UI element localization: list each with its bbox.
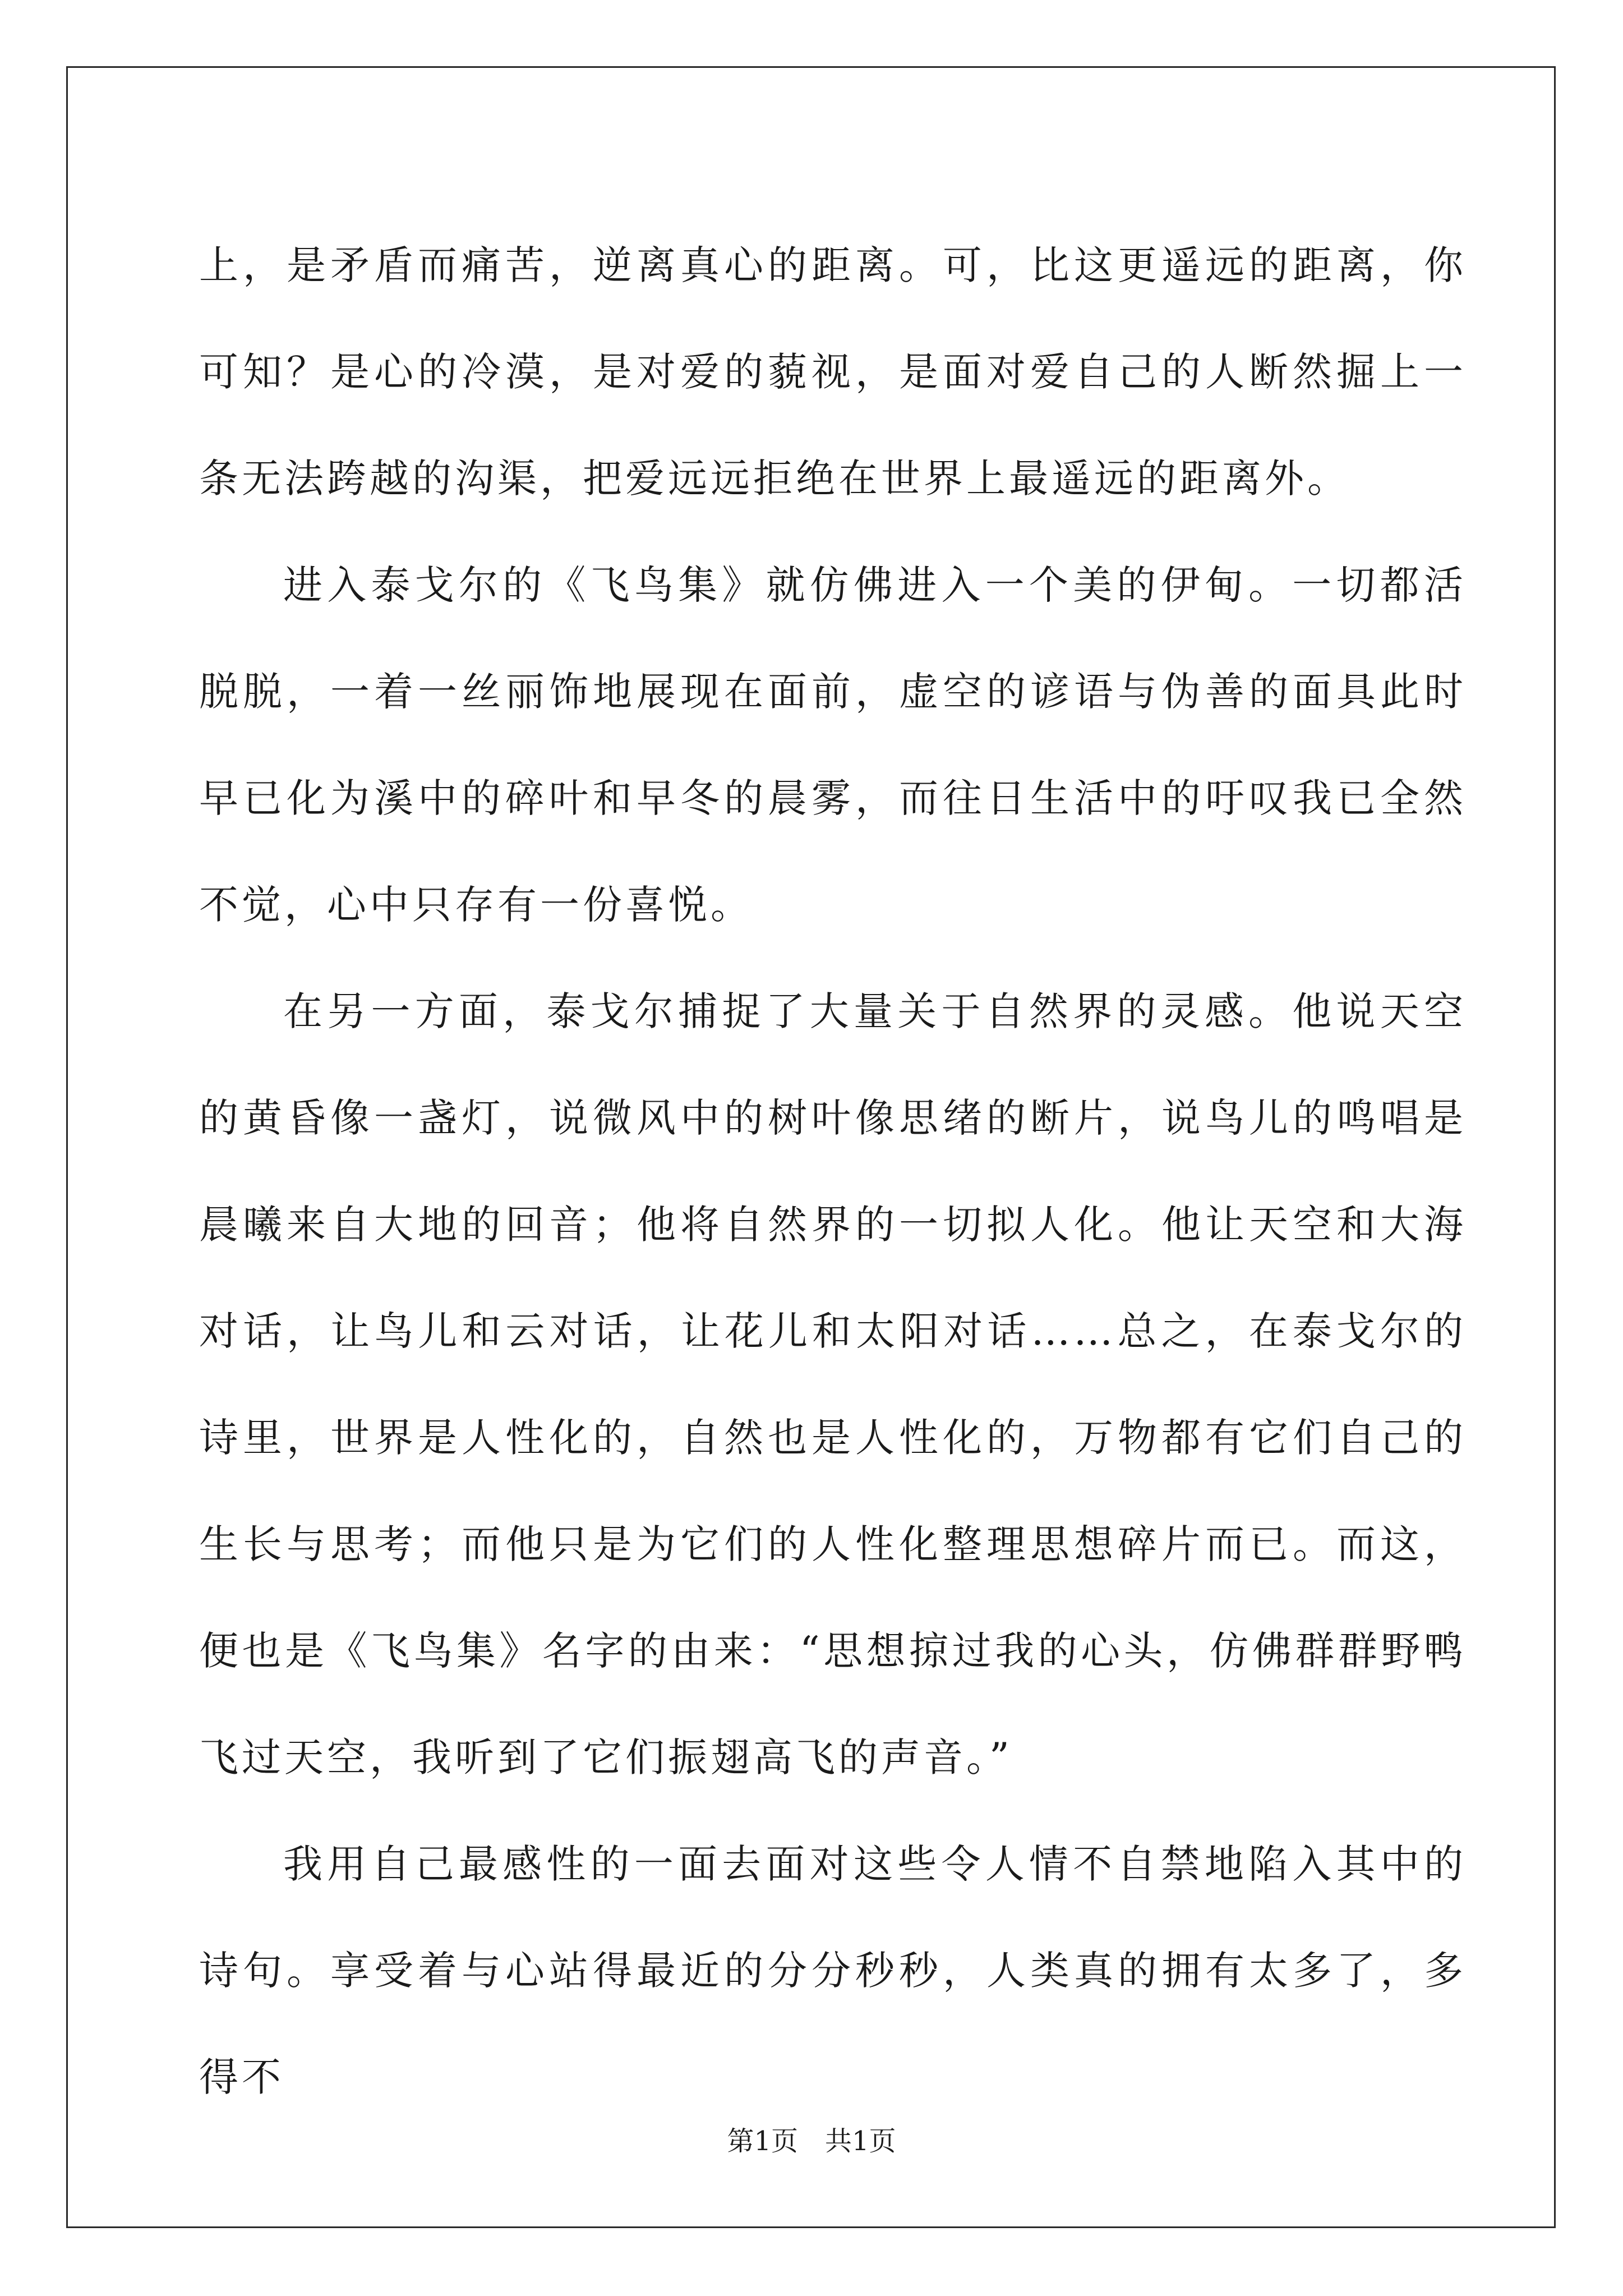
paragraph-1: 上，是矛盾而痛苦，逆离真心的距离。可，比这更遥远的距离，你可知？是心的冷漠，是对爱的藐视，是面对爱自己的人断然掘上一条无法跨越的沟渠，把爱远远拒绝在世界上最遥远的距离外。 (199, 242, 1467, 501)
paragraph-4: 我用自己最感性的一面去面对这些令人情不自禁地陷入其中的诗句。享受着与心站得最近的分分秒秒，人类真的拥有太多了，多得不 (199, 1841, 1467, 2100)
document-body (199, 212, 1467, 2131)
page-number-total: 共1页 (825, 2125, 896, 2157)
paragraph-2: 进入泰戈尔的《飞鸟集》就仿佛进入一个美的伊甸。一切都活脱脱，一着一丝丽饰地展现在面前，虚空的谚语与伪善的面具此时早已化为溪中的碎叶和早冬的晨雾，而往日生活中的吁叹我已全然不觉，心中只存有一份喜悦。 (199, 562, 1467, 928)
paragraph-3: 在另一方面，泰戈尔捕捉了大量关于自然界的灵感。他说天空的黄昏像一盏灯，说微风中的树叶像思绪的断片，说鸟儿的鸣唱是晨曦来自大地的回音；他将自然界的一切拟人化。他让天空和大海对话，让鸟儿和云对话，让花儿和太阳对话……总之，在泰戈尔的诗里，世界是人性化的，自然也是人性化的，万物都有它们自己的生长与思考；而他只是为它们的人性化整理思想碎片而已。而这，便也是《飞鸟集》名字的由来：“思想掠过我的心头，仿佛群群野鸭飞过天空，我听到了它们振翅高飞的声音。” (199, 988, 1467, 1780)
page-number-current: 第1页 (727, 2125, 798, 2157)
page-footer (0, 2119, 1623, 2158)
